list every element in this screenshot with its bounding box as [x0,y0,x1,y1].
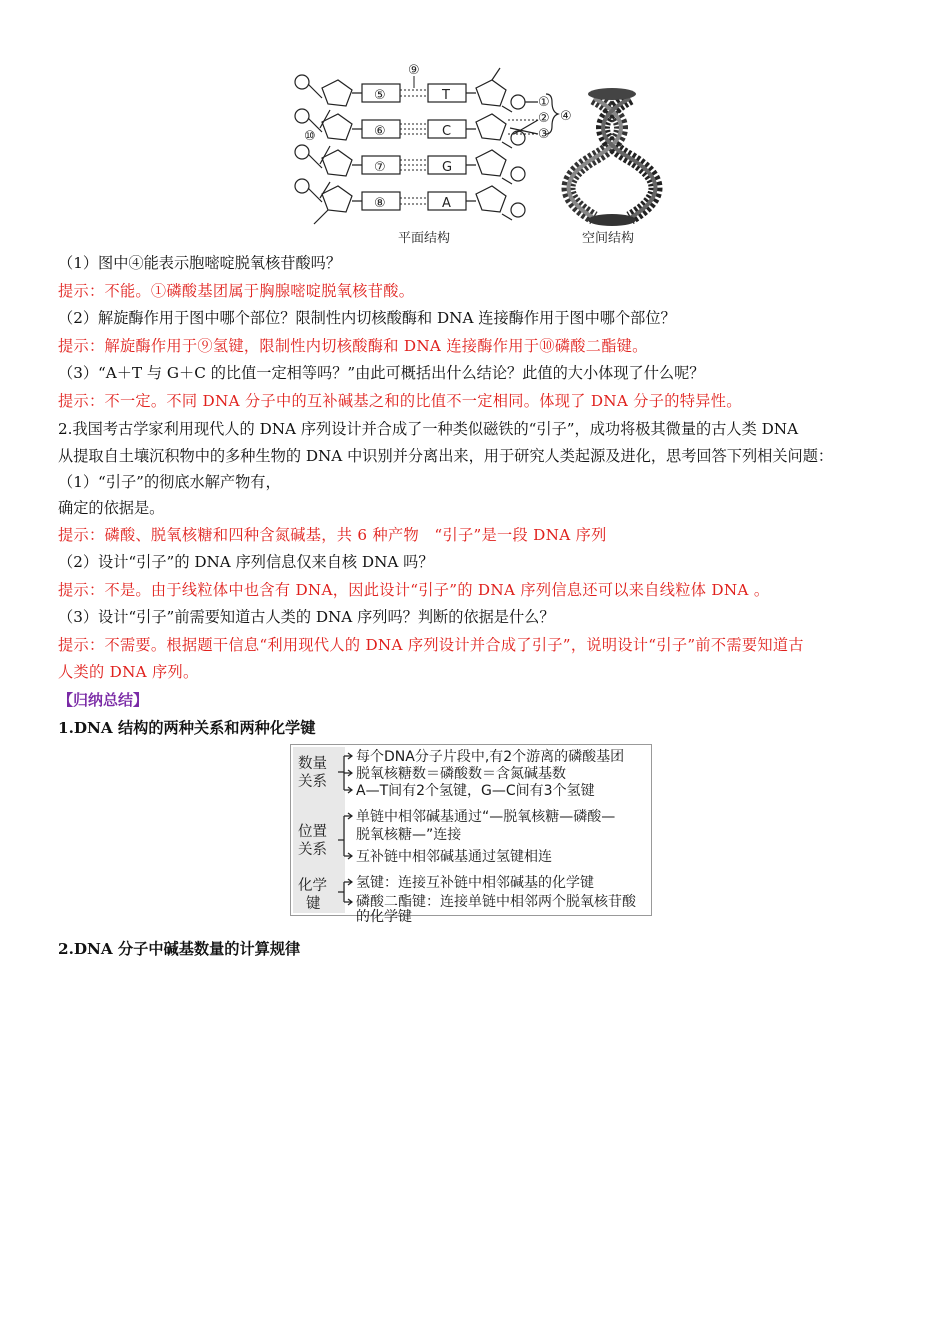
hint-2: 提示：解旋酶作用于⑨氢键，限制性内切核酸酶和 DNA 连接酶作用于⑩磷酸二酯键。 [58,337,648,355]
question-1: （1）图中④能表示胞嘧啶脱氧核苷酸吗？ [58,254,342,272]
problem-2-q3: （3）设计“引子”前需要知道古人类的 DNA 序列吗？判断的依据是什么？ [58,608,555,626]
question-3: （3）“A＋T 与 G＋C 的比值一定相等吗？”由此可概括出什么结论？此值的大小体现了什么呢？ [58,364,705,382]
label-6: ⑥ [374,124,386,139]
label-8: ⑧ [374,196,386,211]
quantity-item-3: A—T间有2个氢键，G—C间有3个氢键 [356,783,595,799]
caption-plane: 平面结构 [398,231,451,246]
double-helix-image [569,88,656,226]
label-9: ⑨ [408,63,420,78]
label-1: ① [538,95,550,110]
question-2: （2）解旋酶作用于图中哪个部位？限制性内切核酸酶和 DNA 连接酶作用于图中哪个部位？ [58,309,676,327]
bond-item-2b-visible: 的化学键 [356,909,412,925]
cat-bond-1: 化学 [298,878,327,894]
hint-5: 提示：不是。由于线粒体中也含有 DNA，因此设计“引子”的 DNA 序列信息还可以来自线粒体 DNA 。 [58,581,770,599]
label-4: ④ [560,109,572,124]
hint-3: 提示：不一定。不同 DNA 分子中的互补碱基之和的比值不一定相同。体现了 DNA 分子的特异性。 [58,392,742,410]
cat-position-1: 位置 [298,824,327,840]
quantity-item-2: 脱氧核糖数＝磷酸数＝含氮碱基数 [356,766,566,782]
label-10: ⑩ [304,129,316,144]
label-7: ⑦ [374,160,386,175]
dna-structure-figure [290,58,680,250]
summary-heading: 【归纳总结】 [58,691,149,709]
problem-2-q1: （1）“引子”的彻底水解产物有， [58,473,281,491]
cat-bond-2: 键 [306,896,321,912]
problem-2-q1-basis: 确定的依据是。 [58,499,165,517]
problem-2-line2: 从提取自土壤沉积物中的多种生物的 DNA 中识别并分离出来，用于研究人类起源及进化，思考回答下列相关问题： [58,447,834,465]
position-item-1a: 单链中相邻碱基通过“—脱氧核糖—磷酸— [356,809,616,825]
bond-item-2a: 磷酸二酯键：连接单链中相邻两个脱氧核苷酸 [356,894,636,910]
cat-quantity-1: 数量 [298,756,327,772]
base-T: T [442,88,450,103]
label-5: ⑤ [374,88,386,103]
hint-1: 提示：不能。①磷酸基团属于胸腺嘧啶脱氧核苷酸。 [58,282,415,300]
dna-summary-diagram [290,744,652,916]
position-item-2: 互补链中相邻碱基通过氢键相连 [356,849,552,865]
problem-2-line1: 2.我国考古学家利用现代人的 DNA 序列设计并合成了一种类似磁铁的“引子”，成功将极其微量的古人类 DNA [58,420,799,438]
hint-4: 提示：磷酸、脱氧核糖和四种含氮碱基，共 6 种产物 “引子”是一段 DNA 序列 [58,526,607,544]
label-3: ③ [538,127,550,142]
hint-6-line2: 人类的 DNA 序列。 [58,663,199,681]
base-G: G [442,160,453,175]
section-1-title: 1.DNA 结构的两种关系和两种化学键 [58,719,316,737]
hint-6-line1: 提示：不需要。根据题干信息“利用现代人的 DNA 序列设计并合成了引子”，说明设计“引子”前不需要知道古 [58,636,804,654]
problem-2-q2: （2）设计“引子”的 DNA 序列信息仅来自核 DNA 吗？ [58,553,434,571]
quantity-item-1: 每个DNA分子片段中,有2个游离的磷酸基团 [356,749,625,765]
base-A: A [442,196,451,211]
cat-quantity-2: 关系 [298,774,327,790]
cat-position-2: 关系 [298,842,327,858]
position-item-1b: 脱氧核糖—”连接 [356,827,462,843]
label-2: ② [538,111,550,126]
bond-item-1: 氢键：连接互补链中相邻碱基的化学键 [356,875,594,891]
caption-space: 空间结构 [582,231,635,246]
section-2-title: 2.DNA 分子中碱基数量的计算规律 [58,940,301,958]
base-C: C [442,124,452,139]
